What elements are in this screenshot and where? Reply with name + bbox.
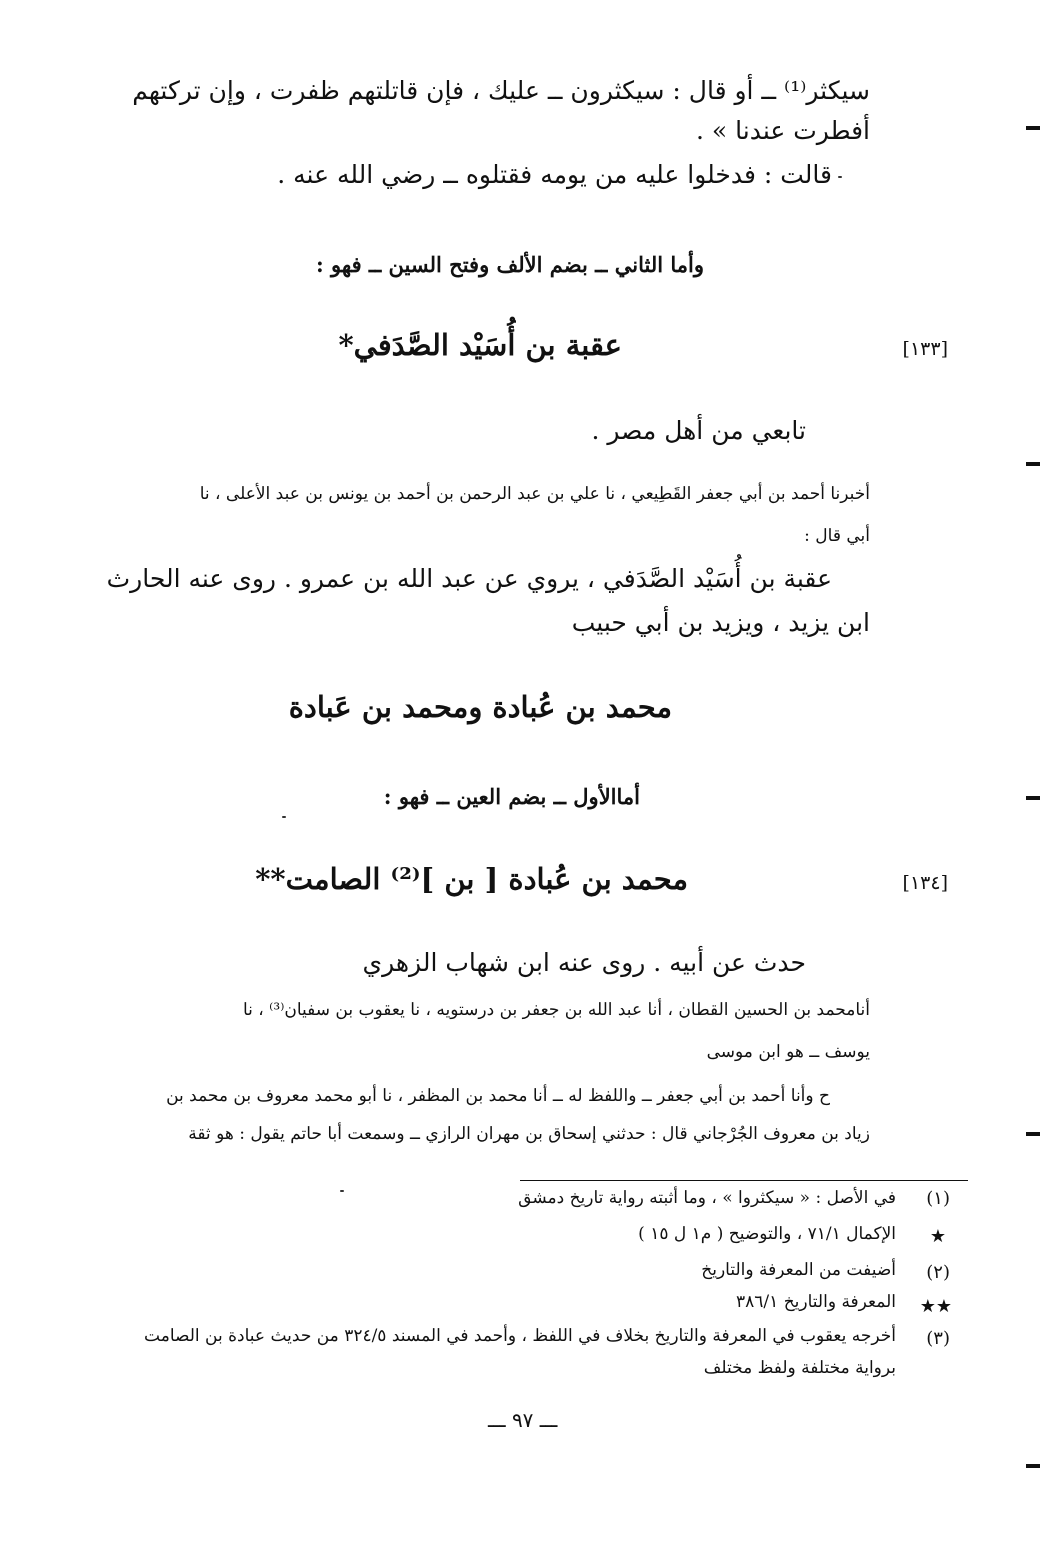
body-line: عقبة بن أُسَيْد الصَّدَفي ، يروي عن عبد الله بن عمرو . روى عنه الحارث	[106, 564, 832, 593]
body-line: تابعي من أهل مصر .	[591, 416, 806, 445]
scan-edge-mark	[1026, 126, 1040, 130]
footnote-divider	[520, 1180, 968, 1181]
scan-edge-mark	[1026, 462, 1040, 466]
isnad-line: زياد بن معروف الجُرْجاني قال : حدثني إسحاق بن مهران الرازي ــ وسمعت أبا حاتم يقول : هو ثقة	[188, 1124, 870, 1144]
body-line: أفطرت عندنا » .	[696, 116, 870, 145]
subheading: وأما الثاني ــ بضم الألف وفتح السين ــ فهو :	[315, 252, 704, 277]
body-line: ابن يزيد ، ويزيد بن أبي حبيب	[571, 608, 870, 637]
footnote-mark: (١)	[926, 1188, 950, 1209]
footnote-mark: (٢)	[926, 1262, 950, 1283]
entry-number: [١٣٣]	[902, 338, 948, 360]
isnad-line: أنامحمد بن الحسين القطان ، أنا عبد الله بن جعفر بن درستويه ، نا يعقوب بن سفيان⁽³⁾ ، نا	[242, 1000, 870, 1020]
entry-number: [١٣٤]	[902, 872, 948, 894]
body-line: سيكثر⁽¹⁾ ــ أو قال : سيكثرون ــ عليك ، فإن قاتلتهم ظفرت ، وإن تركتهم	[132, 76, 870, 105]
body-line: قالت : فدخلوا عليه من يومه فقتلوه ــ رضي الله عنه .	[277, 160, 832, 189]
scan-speck	[838, 176, 842, 178]
footnote-text: برواية مختلفة ولفظ مختلف	[703, 1358, 896, 1378]
scan-speck	[282, 816, 286, 818]
footnote-mark: ★★	[919, 1296, 952, 1317]
footnote-mark: ★	[929, 1226, 946, 1247]
isnad-line: ح وأنا أحمد بن أبي جعفر ــ واللفظ له ــ أنا محمد بن المظفر ، نا أبو محمد معروف بن محمد بن	[166, 1086, 830, 1106]
footnote-text: الإكمال ٧١/١ ، والتوضيح ( م١ ل ١٥ )	[638, 1224, 896, 1244]
footnote-text: أضيفت من المعرفة والتاريخ	[701, 1260, 896, 1280]
body-line: حدث عن أبيه . روى عنه ابن شهاب الزهري	[362, 948, 806, 977]
isnad-line: أبي قال :	[804, 526, 870, 546]
isnad-line: يوسف ــ هو ابن موسى	[706, 1042, 870, 1062]
subheading: أماالأول ــ بضم العين ــ فهو :	[383, 784, 640, 809]
scan-speck	[340, 1190, 344, 1192]
entry-title: محمد بن عُبادة [ بن ]⁽²⁾ الصامت**	[255, 862, 688, 896]
footnote-text: أخرجه يعقوب في المعرفة والتاريخ بخلاف في اللفظ ، وأحمد في المسند ٣٢٤/٥ من حديث عبادة بن الصامت	[144, 1326, 896, 1346]
section-title: محمد بن عُبادة ومحمد بن عَبادة	[288, 690, 672, 724]
isnad-line: أخبرنا أحمد بن أبي جعفر القَطِيعي ، نا علي بن عبد الرحمن بن أحمد بن يونس بن عبد الأعلى ، نا	[199, 484, 870, 504]
scan-edge-mark	[1026, 796, 1040, 800]
page-number: ـــ ٩٧ ـــ	[488, 1408, 558, 1432]
scan-edge-mark	[1026, 1464, 1040, 1468]
entry-title: عقبة بن أُسَيْد الصَّدَفي*	[338, 328, 622, 362]
scan-edge-mark	[1026, 1132, 1040, 1136]
footnote-mark: (٣)	[926, 1328, 950, 1349]
footnote-text: في الأصل : « سيكثروا » ، وما أثبته رواية تاريخ دمشق	[518, 1188, 896, 1208]
footnote-text: المعرفة والتاريخ ٣٨٦/١	[736, 1292, 896, 1312]
